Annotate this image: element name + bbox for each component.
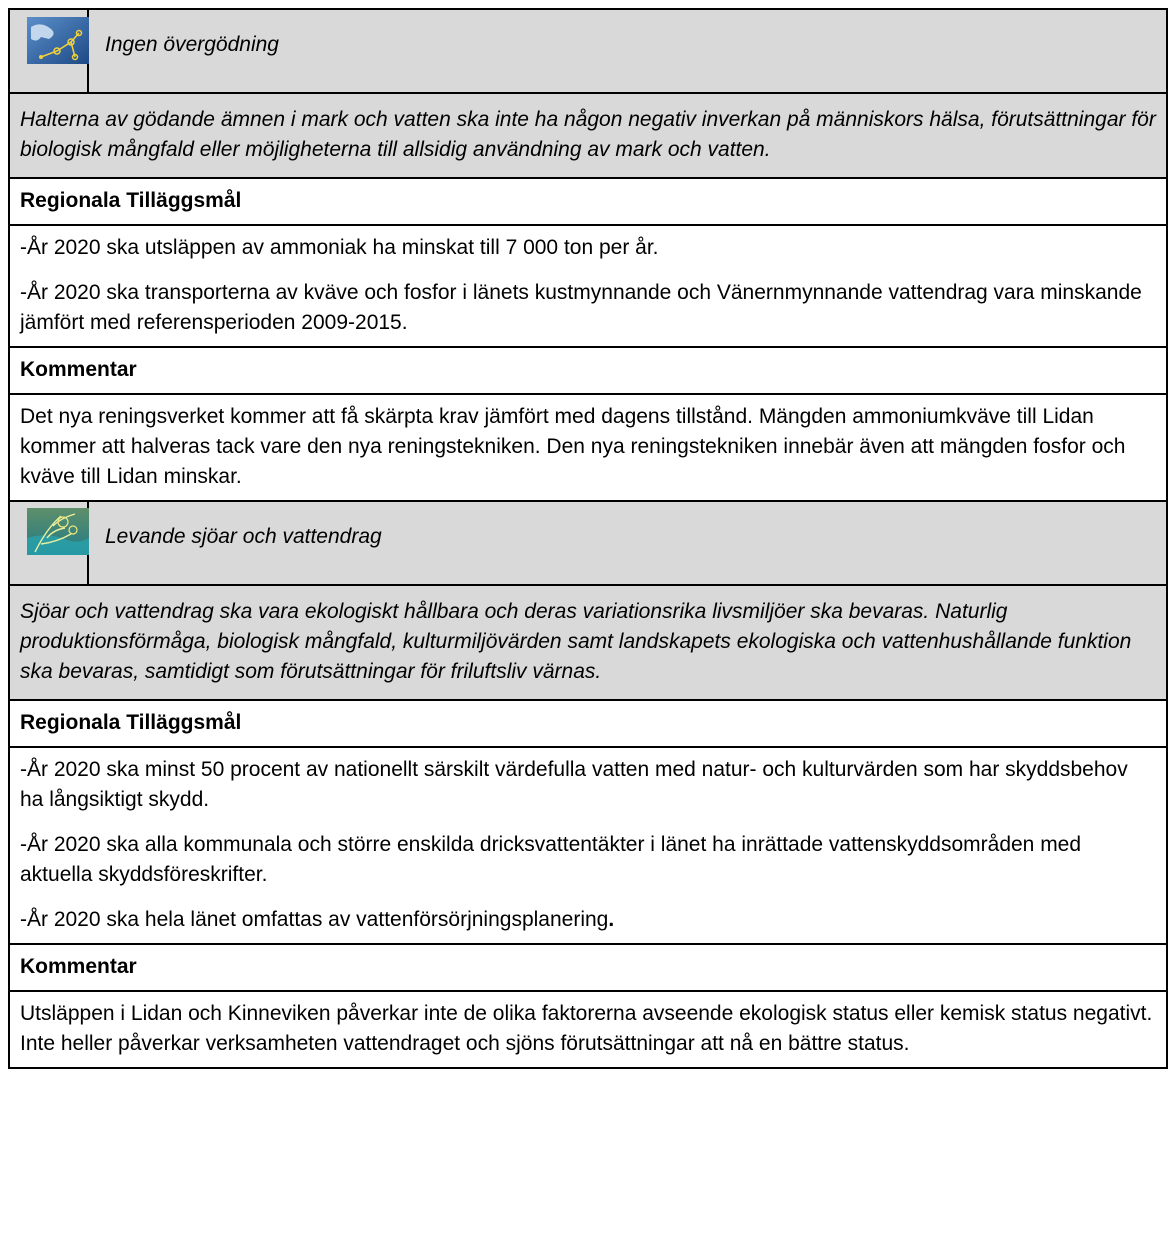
regional-goals-heading-row [9,700,1167,747]
regional-goal-item: -År 2020 ska transporterna av kväve och fosfor i länets kustmynnande och Vänernmynnande vattendrag vara minskande jämfört med referensperioden 2009-2015. [20,281,1142,334]
goal-title: Levande sjöar och vattendrag [88,501,1167,585]
lake-plant-icon [27,508,89,555]
regional-goal-item: -År 2020 ska minst 50 procent av nationellt särskilt värdefulla vatten med natur- och kulturvärden som har skyddsbehov ha långsiktigt skydd. [20,758,1128,811]
comment-heading-row [9,347,1167,394]
comment-text: Det nya reningsverket kommer att få skärpta krav jämfört med dagens tillstånd. Mängden ammoniumkväve till Lidan kommer att halveras tack vare den nya reningstekniken. Den nya reningstekniken innebär även att mängden fosfor och kväve till Lidan minskar. [9,394,1167,501]
regional-goals-heading-row [9,178,1167,225]
regional-goal-item [20,905,1156,935]
goal-icon-cell [9,501,88,585]
goal-title-row [9,9,1167,93]
comment-row [9,991,1167,1068]
regional-goals-heading: Regionala Tilläggsmål [9,178,1167,225]
comment-heading-row [9,944,1167,991]
environmental-goals-table [8,8,1168,1069]
regional-goal-item: -År 2020 ska alla kommunala och större enskilda dricksvattentäkter i länet ha inrättade vattenskyddsområden med aktuella skyddsföreskrifter. [20,833,1082,886]
regional-goal-item: -År 2020 ska utsläppen av ammoniak ha minskat till 7 000 ton per år. [20,236,659,259]
comment-heading: Kommentar [9,944,1167,991]
regional-goals-list [9,747,1167,944]
comment-heading: Kommentar [9,347,1167,394]
comment-row [9,394,1167,501]
goal-title: Ingen övergödning [88,9,1167,93]
regional-goals-row [9,225,1167,347]
regional-goals-heading: Regionala Tilläggsmål [9,700,1167,747]
goal-description: Halterna av gödande ämnen i mark och vatten ska inte ha någon negativ inverkan på människors hälsa, förutsättningar för biologisk mångfald eller möjligheterna till allsidig användning av mark och vatten. [9,93,1167,178]
goal-title-row [9,501,1167,585]
regional-goals-row [9,747,1167,944]
goal-description-row [9,93,1167,178]
goal-description: Sjöar och vattendrag ska vara ekologiskt hållbara och deras variationsrika livsmiljöer ska bevaras. Naturlig produktionsförmåga, biologisk mångfald, kulturmiljövärden samt landskapets ekologiska och vattenhushållande funktion ska bevaras, samtidigt som förutsättningar för friluftsliv värnas. [9,585,1167,700]
goal-description-row [9,585,1167,700]
comment-text: Utsläppen i Lidan och Kinneviken påverkar inte de olika faktorerna avseende ekologisk status eller kemisk status negativt. Inte heller påverkar verksamheten vattendraget och sjöns förutsättningar att nå en bättre status. [9,991,1167,1068]
regional-goal-text: -År 2020 ska hela länet omfattas av vattenförsörjningsplanering [20,908,609,931]
water-nutrient-icon [27,17,89,64]
regional-goals-list [9,225,1167,347]
goal-icon-cell [9,9,88,93]
regional-goal-period: . [608,908,615,931]
